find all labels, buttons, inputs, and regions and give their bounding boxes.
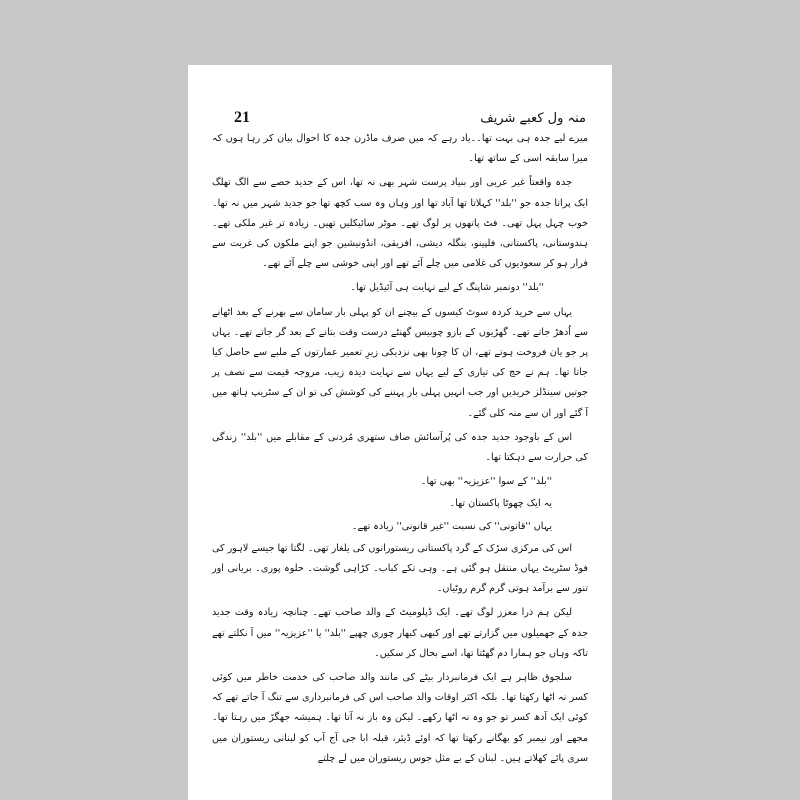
book-page (188, 65, 612, 800)
page-number: 21 (234, 109, 250, 126)
paragraph: یہاں سے خرید کردہ سوٹ کیسوں کے بیچنے ان کو پہلی بار سامان سے بھرنے کے بعد اٹھانے سے اُدھڑ جاتے تھے۔ گھڑیوں کے بازو چوبیس گھنٹے درست وقت بتانے کے بعد گر جاتے تھے۔ یہاں پر جو یان فروخت ہوتے تھے، ان کا چونا بھی نزدیکی زیرِ تعمیر عمارتوں کے ملبے سے حاصل کیا جاتا تھا۔ ہم نے حج کی تیاری کے لیے یہاں سے نہایت دیدہ زیب، مروجہ قیمت سے نصف پر جوتیں سینڈلز خریدیں اور جب انہیں پہلی بار پہننے کی کوشش کی تو ان کے سٹریپ ہاتھ میں آ گئے اور ان سے منہ کلی گئے۔ (212, 306, 588, 419)
paragraph: جدہ واقعتاً غیر عربی اور بنیاد پرست شہر بھی نہ تھا، اس کے جدید حصے سے الگ تھلگ ایک پرانا جدہ جو ''بلد'' کہلاتا تھا آباد تھا اور وہاں وہ سب کچھ تھا جو جدید شہر میں نہ تھا۔ خوب چہل پہل تھی۔ فٹ پاتھوں پر لوگ تھے۔ موٹر سائیکلیں تھیں۔ زیادہ تر غیر ملکی تھے۔ ہندوستانی، پاکستانی، فلپینو، بنگلہ دیشی، افریقی، انڈونیشین جو اپنے ملکوں کی غربت سے فرار ہو کر سعودیوں کی غلامی میں چلے آئے تھے اور اپنی خوشی سے چلے آئے تھے۔ (212, 177, 588, 270)
paragraph: اس کی مرکزی سڑک کے گرد پاکستانی ریستورانوں کی یلغار تھی۔ لگتا تھا جیسے لاہور کی فوڈ سٹریٹ یہاں منتقل ہو گئی ہے۔ وہی تکے کباب۔ کڑاہی گوشت۔ حلوہ پوری۔ بریانی اور تنور سے برآمد ہوتی گرم گرم روٹیاں۔ (212, 542, 588, 595)
paragraph: سلجوق ظاہر ہے ایک فرمانبردار بیٹے کی مانند والد صاحب کی خدمت خاطر میں کوئی کسر نہ اٹھا رکھتا تھا۔ بلکہ اکثر اوقات والد صاحب اس کی فرمانبرداری سے تنگ آ جاتے تھے کہ کوئی ایک آدھ کسر تو جو وہ نہ اٹھا رکھے۔ لیکن وہ باز نہ آتا تھا۔ ہمیشہ جھگڑ میں رہتا تھا۔ مجھے اور نیمبر کو بھگانے رکھتا تھا کہ اوئے ڈیئر، قبلہ ابا جی آج آپ کو لبنانی ریستوران میں سری پائے کھلاتے ہیں۔ لبنان کے بے مثل جوس ریستوران میں لے چلتے (212, 672, 588, 764)
list-line: یہ ایک چھوٹا پاکستان تھا۔ (449, 498, 552, 510)
list-line: یہاں ''قانونی'' کی نسبت ''غیر قانونی'' زیادہ تھے۔ (351, 520, 552, 532)
list-line: ''بلد'' کے سوا ''عزیزیہ'' بھی تھا۔ (420, 476, 552, 488)
paragraph: میرے لیے جدہ ہی بہت تھا۔۔یاد رہے کہ میں صرف ماڈرن جدہ کا احوال بیان کر رہا ہوں کہ میرا سابقہ اسی کے ساتھ تھا۔ (212, 133, 588, 165)
running-title: منہ ول کعبے شریف (480, 111, 586, 126)
page-header (212, 103, 588, 129)
page-body (212, 129, 588, 769)
paragraph: لیکن ہم ذرا معزز لوگ تھے۔ ایک ڈپلومیٹ کے والد صاحب تھے۔ چنانچہ زیادہ وقت جدید جدہ کے جھمیلوں میں گزارتے تھے اور کبھی کبھار چوری چھپے ''بلد'' یا ''عزیزیہ'' میں آ نکلتے تھے تاکہ وہاں جو ہمارا دم گھٹتا تھا، اسے بحال کر سکیں۔ (212, 607, 588, 659)
paragraph: اس کے باوجود جدید جدہ کی پُرآسائش صاف ستھری مُردنی کے مقابلے میں ''بلد'' زندگی کی حرارت سے دہکتا تھا۔ (212, 431, 588, 464)
paragraph: ''بلد'' دونمبر شاپنگ کے لیے نہایت ہی آئیڈیل تھا۔ (350, 282, 544, 294)
